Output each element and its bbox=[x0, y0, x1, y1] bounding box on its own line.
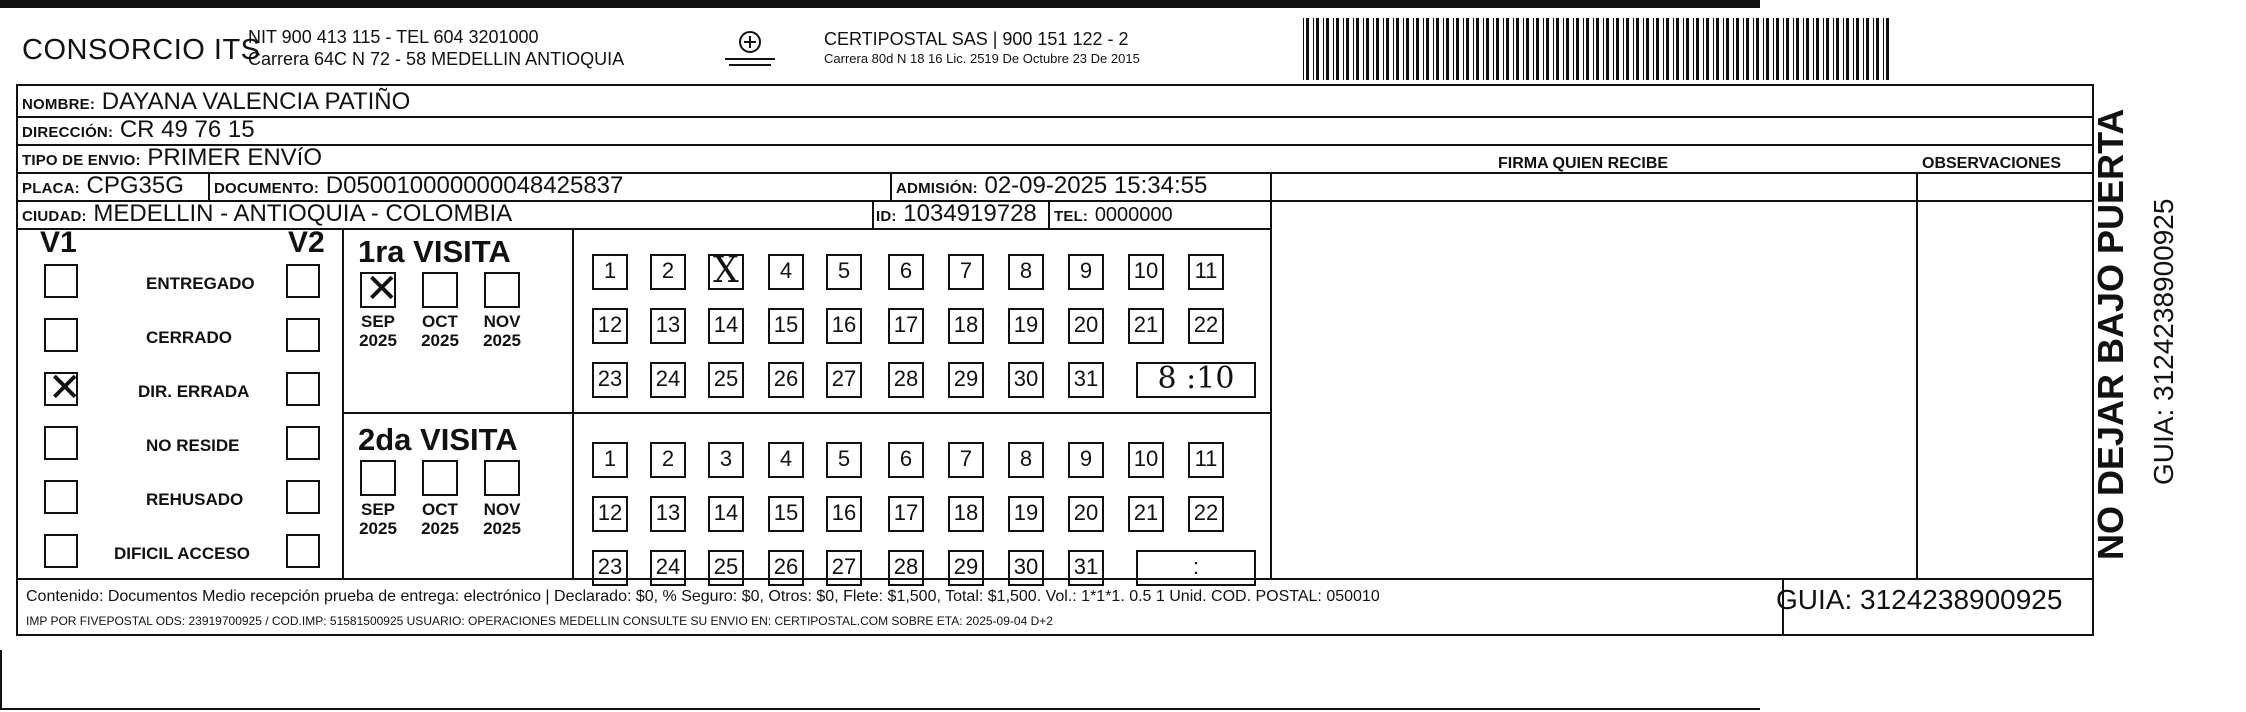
day-box[interactable]: 25 bbox=[708, 550, 744, 586]
barcode-bar bbox=[1583, 18, 1584, 80]
day-box[interactable]: 4 bbox=[768, 254, 804, 290]
barcode-bar bbox=[1656, 18, 1659, 80]
barcode-bar bbox=[1866, 18, 1869, 80]
barcode-bar bbox=[1523, 18, 1524, 80]
barcode-bar bbox=[1823, 18, 1824, 80]
barcode-bar bbox=[1546, 18, 1549, 80]
month-checkbox[interactable] bbox=[360, 267, 399, 311]
time-box[interactable]: : bbox=[1136, 550, 1256, 586]
admision-label: ADMISIÓN: bbox=[896, 180, 978, 197]
nit-line: NIT 900 413 115 - TEL 604 3201000 bbox=[248, 27, 539, 47]
company-info bbox=[248, 26, 624, 70]
day-box[interactable]: 14 bbox=[708, 496, 744, 532]
barcode-bar bbox=[1326, 18, 1329, 80]
day-box[interactable]: 17 bbox=[888, 496, 924, 532]
barcode-bar bbox=[1576, 18, 1579, 80]
day-box[interactable]: 26 bbox=[768, 550, 804, 586]
certipostal-logo-icon bbox=[705, 28, 795, 72]
placa-field bbox=[22, 173, 184, 202]
barcode-bar bbox=[1683, 18, 1684, 80]
barcode-bar bbox=[1383, 18, 1384, 80]
month-name: OCT bbox=[422, 500, 458, 519]
form-frame bbox=[16, 84, 2094, 636]
barcode-bar bbox=[1606, 18, 1609, 80]
barcode-bar bbox=[1663, 18, 1664, 80]
barcode-bar bbox=[1456, 18, 1459, 80]
day-box[interactable]: 11 bbox=[1188, 254, 1224, 290]
barcode-bar bbox=[1316, 18, 1319, 80]
tipo-envio-value: PRIMER ENVíO bbox=[147, 144, 323, 171]
direccion-label: DIRECCIÓN: bbox=[22, 124, 114, 141]
month-year: 2025 bbox=[359, 519, 397, 538]
barcode-bar bbox=[1816, 18, 1819, 80]
day-box[interactable]: 19 bbox=[1008, 496, 1044, 532]
barcode-bar bbox=[1426, 18, 1429, 80]
barcode-bar bbox=[1593, 18, 1594, 80]
barcode-bar bbox=[1366, 18, 1369, 80]
barcode-bar bbox=[1363, 18, 1364, 80]
barcode-bar bbox=[1803, 18, 1804, 80]
month-year: 2025 bbox=[483, 331, 521, 350]
barcode-bar bbox=[1343, 18, 1344, 80]
company-name: CONSORCIO ITS bbox=[22, 34, 261, 66]
day-box[interactable]: 21 bbox=[1128, 496, 1164, 532]
direccion-value: CR 49 76 15 bbox=[119, 116, 255, 143]
month-checkbox[interactable] bbox=[360, 460, 396, 496]
barcode-bar bbox=[1773, 18, 1774, 80]
status-label: NO RESIDE bbox=[146, 436, 240, 455]
day-box[interactable]: 18 bbox=[948, 496, 984, 532]
barcode-bar bbox=[1796, 18, 1799, 80]
day-box[interactable]: 2 bbox=[650, 442, 686, 478]
top-border-bar bbox=[0, 0, 1760, 8]
status-label: REHUSADO bbox=[146, 490, 244, 509]
documento-value: D050010000000048425837 bbox=[325, 172, 624, 199]
month-label bbox=[352, 312, 404, 350]
status-label: CERRADO bbox=[146, 328, 232, 347]
month-name: SEP bbox=[360, 500, 396, 519]
day-box[interactable]: 9 bbox=[1068, 254, 1104, 290]
day-box[interactable]: 22 bbox=[1188, 308, 1224, 344]
day-box[interactable]: 24 bbox=[650, 550, 686, 586]
barcode-bar bbox=[1553, 18, 1554, 80]
barcode-bar bbox=[1453, 18, 1454, 80]
day-box[interactable]: 20 bbox=[1068, 308, 1104, 344]
barcode-bar bbox=[1813, 18, 1814, 80]
rule bbox=[872, 200, 874, 228]
barcode-bar bbox=[1533, 18, 1534, 80]
barcode-bar bbox=[1726, 18, 1729, 80]
barcode-bar bbox=[1793, 18, 1794, 80]
month-name: NOV bbox=[483, 312, 521, 331]
day-box[interactable]: 16 bbox=[826, 308, 862, 344]
barcode-bar bbox=[1416, 18, 1419, 80]
barcode-bar bbox=[1613, 18, 1614, 80]
barcode-bar bbox=[1306, 18, 1309, 80]
barcode-bar bbox=[1603, 18, 1604, 80]
rule bbox=[1916, 172, 1918, 578]
barcode-bar bbox=[1703, 18, 1704, 80]
rule bbox=[1270, 172, 1272, 578]
barcode-bar bbox=[1783, 18, 1784, 80]
barcode-bar bbox=[1423, 18, 1424, 80]
day-box[interactable]: 7 bbox=[948, 254, 984, 290]
month-label bbox=[414, 500, 466, 538]
tel-value: 0000000 bbox=[1094, 204, 1173, 226]
day-box[interactable]: 29 bbox=[948, 362, 984, 398]
barcode-bar bbox=[1883, 18, 1884, 80]
check-mark-icon: ✕ bbox=[48, 366, 82, 410]
barcode-bar bbox=[1713, 18, 1714, 80]
id-label: ID: bbox=[876, 208, 897, 225]
day-box[interactable]: 13 bbox=[650, 308, 686, 344]
barcode-bar bbox=[1856, 18, 1859, 80]
day-box[interactable]: 10 bbox=[1128, 442, 1164, 478]
barcode-bar bbox=[1513, 18, 1514, 80]
month-label bbox=[476, 500, 528, 538]
barcode-bar bbox=[1873, 18, 1874, 80]
barcode-bar bbox=[1573, 18, 1574, 80]
month-name: NOV bbox=[483, 500, 521, 519]
day-box[interactable]: 3 bbox=[708, 442, 744, 478]
barcode-graphic bbox=[1303, 18, 1893, 80]
barcode-bar bbox=[1466, 18, 1469, 80]
day-box[interactable]: 19 bbox=[1008, 308, 1044, 344]
barcode-bar bbox=[1353, 18, 1354, 80]
barcode-bar bbox=[1743, 18, 1744, 80]
barcode-bar bbox=[1446, 18, 1449, 80]
barcode-bar bbox=[1766, 18, 1769, 80]
status-label: ENTREGADO bbox=[146, 274, 255, 293]
barcode-bar bbox=[1846, 18, 1849, 80]
barcode-bar bbox=[1336, 18, 1339, 80]
v2-checkbox[interactable] bbox=[286, 534, 320, 568]
day-box[interactable]: 14 bbox=[708, 308, 744, 344]
rule bbox=[890, 172, 892, 200]
barcode-bar bbox=[1396, 18, 1399, 80]
barcode-bar bbox=[1653, 18, 1654, 80]
day-box[interactable]: 23 bbox=[592, 362, 628, 398]
barcode-bar bbox=[1733, 18, 1734, 80]
footer-imp-line: IMP POR FIVEPOSTAL ODS: 23919700925 / COD.IMP: 51581500925 USUARIO: OPERACIONES MEDELLIN CONSULTE SU ENVIO EN: CERTIPOSTAL.COM SOBRE ETA: 2025-09-04 D+2 bbox=[26, 614, 1053, 628]
nombre-value: DAYANA VALENCIA PATIÑO bbox=[101, 88, 411, 115]
v1-label: V1 bbox=[40, 226, 77, 259]
footer-content-line: Contenido: Documentos Medio recepción prueba de entrega: electrónico | Declarado: $0, % Seguro: $0, Otros: $0, Flete: $1,500, Total: $1,500. Vol.: 1*1*1. 0.5 1 Unid. COD. POSTAL: 050010 bbox=[26, 588, 1380, 605]
barcode-bar bbox=[1843, 18, 1844, 80]
day-box[interactable]: 30 bbox=[1008, 550, 1044, 586]
barcode-bar bbox=[1753, 18, 1754, 80]
direccion-field bbox=[22, 117, 255, 146]
day-box[interactable]: 26 bbox=[768, 362, 804, 398]
ciudad-label: CIUDAD: bbox=[22, 208, 87, 225]
barcode-bar bbox=[1716, 18, 1719, 80]
barcode-bar bbox=[1333, 18, 1334, 80]
barcode-bar bbox=[1763, 18, 1764, 80]
barcode-bar bbox=[1623, 18, 1624, 80]
day-box[interactable]: 22 bbox=[1188, 496, 1224, 532]
v1-checkbox[interactable] bbox=[44, 480, 78, 514]
day-box[interactable]: 13 bbox=[650, 496, 686, 532]
barcode-bar bbox=[1463, 18, 1464, 80]
barcode-bar bbox=[1643, 18, 1644, 80]
barcode-bar bbox=[1406, 18, 1409, 80]
month-checkbox[interactable] bbox=[422, 460, 458, 496]
barcode-bar bbox=[1543, 18, 1544, 80]
rule bbox=[1270, 200, 2092, 202]
month-name: SEP bbox=[360, 312, 396, 331]
day-box[interactable]: 12 bbox=[592, 496, 628, 532]
cert-line-2: Carrera 80d N 18 16 Lic. 2519 De Octubre 23 De 2015 bbox=[824, 51, 1140, 66]
barcode-bar bbox=[1706, 18, 1709, 80]
barcode-bar bbox=[1863, 18, 1864, 80]
barcode-bar bbox=[1836, 18, 1839, 80]
v1-checkbox[interactable] bbox=[44, 318, 78, 352]
no-dejar-bajo-puerta: NO DEJAR BAJO PUERTA bbox=[2090, 108, 2131, 560]
barcode-bar bbox=[1563, 18, 1564, 80]
rule bbox=[342, 228, 344, 578]
barcode-bar bbox=[1616, 18, 1619, 80]
day-box[interactable]: 5 bbox=[826, 442, 862, 478]
tel-field bbox=[1054, 201, 1173, 230]
barcode-bar bbox=[1776, 18, 1779, 80]
day-box[interactable]: 6 bbox=[888, 254, 924, 290]
barcode-bar bbox=[1346, 18, 1349, 80]
day-box[interactable]: 15 bbox=[768, 308, 804, 344]
day-box[interactable]: 30 bbox=[1008, 362, 1044, 398]
nombre-label: NOMBRE: bbox=[22, 96, 96, 113]
day-box[interactable]: 2 bbox=[650, 254, 686, 290]
barcode-bar bbox=[1403, 18, 1404, 80]
day-box[interactable]: 31 bbox=[1068, 550, 1104, 586]
day-box[interactable]: 4 bbox=[768, 442, 804, 478]
tipo-envio-field bbox=[22, 145, 322, 174]
cert-line-1: CERTIPOSTAL SAS | 900 151 122 - 2 bbox=[824, 29, 1129, 49]
ciudad-value: MEDELLIN - ANTIOQUIA - COLOMBIA bbox=[93, 200, 513, 227]
barcode-bar bbox=[1666, 18, 1669, 80]
day-box[interactable]: 8 bbox=[1008, 254, 1044, 290]
day-box[interactable]: 27 bbox=[826, 550, 862, 586]
documento-field bbox=[214, 173, 623, 202]
v2-checkbox[interactable] bbox=[286, 318, 320, 352]
nombre-field bbox=[22, 89, 410, 118]
rule bbox=[18, 578, 2092, 580]
barcode-bar bbox=[1356, 18, 1359, 80]
v1-checkbox[interactable] bbox=[44, 534, 78, 568]
v1-checkbox[interactable] bbox=[44, 264, 78, 298]
day-box[interactable]: 27 bbox=[826, 362, 862, 398]
day-box[interactable]: 15 bbox=[768, 496, 804, 532]
barcode-bar bbox=[1433, 18, 1434, 80]
barcode-bar bbox=[1636, 18, 1639, 80]
day-box[interactable]: 18 bbox=[948, 308, 984, 344]
barcode-bar bbox=[1436, 18, 1439, 80]
day-box[interactable]: 28 bbox=[888, 362, 924, 398]
barcode-bar bbox=[1393, 18, 1394, 80]
day-box[interactable]: 6 bbox=[888, 442, 924, 478]
barcode-bar bbox=[1473, 18, 1474, 80]
day-box[interactable]: 10 bbox=[1128, 254, 1164, 290]
second-visit-label: 2da VISITA bbox=[358, 422, 518, 457]
barcode-bar bbox=[1676, 18, 1679, 80]
barcode-bar bbox=[1646, 18, 1649, 80]
v2-checkbox[interactable] bbox=[286, 426, 320, 460]
address-line: Carrera 64C N 72 - 58 MEDELLIN ANTIOQUIA bbox=[248, 49, 625, 69]
placa-value: CPG35G bbox=[86, 172, 184, 199]
day-box[interactable]: 24 bbox=[650, 362, 686, 398]
day-box[interactable]: 20 bbox=[1068, 496, 1104, 532]
day-box[interactable]: 7 bbox=[948, 442, 984, 478]
tel-label: TEL: bbox=[1054, 208, 1089, 225]
barcode-bar bbox=[1686, 18, 1689, 80]
barcode-bar bbox=[1833, 18, 1834, 80]
day-box[interactable]: 9 bbox=[1068, 442, 1104, 478]
time-box[interactable]: 8 :10 bbox=[1136, 362, 1256, 398]
month-checkbox[interactable] bbox=[484, 272, 520, 308]
day-box[interactable]: 16 bbox=[826, 496, 862, 532]
guia-number: GUIA: 3124238900925 bbox=[1776, 584, 2063, 615]
observaciones-label: OBSERVACIONES bbox=[1922, 155, 2061, 172]
v2-checkbox[interactable] bbox=[286, 264, 320, 298]
rule bbox=[572, 228, 574, 578]
v2-checkbox[interactable] bbox=[286, 372, 320, 406]
barcode-bar bbox=[1626, 18, 1629, 80]
barcode-bar bbox=[1376, 18, 1379, 80]
barcode-bar bbox=[1736, 18, 1739, 80]
v1-checkbox[interactable] bbox=[44, 366, 82, 410]
barcode-bar bbox=[1496, 18, 1499, 80]
v2-label: V2 bbox=[288, 226, 325, 259]
barcode-bar bbox=[1483, 18, 1484, 80]
barcode-bar bbox=[1586, 18, 1589, 80]
tipo-envio-label: TIPO DE ENVIO: bbox=[22, 152, 141, 169]
barcode-bar bbox=[1526, 18, 1529, 80]
month-label bbox=[352, 500, 404, 538]
day-box[interactable]: 21 bbox=[1128, 308, 1164, 344]
barcode-bar bbox=[1693, 18, 1694, 80]
id-value: 1034919728 bbox=[903, 200, 1037, 227]
barcode-bar bbox=[1853, 18, 1854, 80]
month-label bbox=[476, 312, 528, 350]
day-box[interactable]: 17 bbox=[888, 308, 924, 344]
barcode-bar bbox=[1696, 18, 1699, 80]
barcode-bar bbox=[1723, 18, 1724, 80]
month-checkbox[interactable] bbox=[484, 460, 520, 496]
barcode-bar bbox=[1826, 18, 1829, 80]
barcode-bar bbox=[1876, 18, 1879, 80]
documento-label: DOCUMENTO: bbox=[214, 180, 320, 197]
rule bbox=[18, 144, 2092, 146]
barcode-bar bbox=[1486, 18, 1489, 80]
month-year: 2025 bbox=[421, 519, 459, 538]
day-box[interactable]: 23 bbox=[592, 550, 628, 586]
barcode-bar bbox=[1556, 18, 1559, 80]
barcode-bar bbox=[1313, 18, 1314, 80]
ciudad-field bbox=[22, 201, 512, 230]
rule bbox=[1048, 200, 1050, 228]
firma-header bbox=[1498, 148, 1668, 177]
day-box[interactable]: 29 bbox=[948, 550, 984, 586]
v2-checkbox[interactable] bbox=[286, 480, 320, 514]
day-box[interactable]: 1 bbox=[592, 254, 628, 290]
barcode-bar bbox=[1786, 18, 1789, 80]
guia-vertical: GUIA: 3124238900925 bbox=[2148, 198, 2179, 485]
day-box[interactable]: 1 bbox=[592, 442, 628, 478]
barcode-bar bbox=[1886, 18, 1889, 80]
day-box[interactable]: X bbox=[708, 254, 744, 290]
month-checkbox[interactable] bbox=[422, 272, 458, 308]
day-box[interactable]: 25 bbox=[708, 362, 744, 398]
barcode-bar bbox=[1756, 18, 1759, 80]
barcode-bar bbox=[1566, 18, 1569, 80]
admision-field bbox=[896, 173, 1207, 202]
barcode-bar bbox=[1673, 18, 1674, 80]
admision-value: 02-09-2025 15:34:55 bbox=[984, 172, 1208, 199]
barcode-bar bbox=[1493, 18, 1494, 80]
certipostal-info bbox=[824, 28, 1140, 68]
day-box[interactable]: 11 bbox=[1188, 442, 1224, 478]
barcode-bar bbox=[1516, 18, 1519, 80]
day-box[interactable]: 12 bbox=[592, 308, 628, 344]
barcode-bar bbox=[1303, 18, 1304, 80]
barcode-bar bbox=[1476, 18, 1479, 80]
barcode-bar bbox=[1596, 18, 1599, 80]
v1-checkbox[interactable] bbox=[44, 426, 78, 460]
barcode-bar bbox=[1413, 18, 1414, 80]
status-label: DIR. ERRADA bbox=[138, 382, 250, 401]
status-label: DIFICIL ACCESO bbox=[114, 544, 251, 563]
day-box[interactable]: 5 bbox=[826, 254, 862, 290]
month-label bbox=[414, 312, 466, 350]
bottom-border bbox=[0, 708, 1760, 710]
id-field bbox=[876, 201, 1037, 230]
barcode-bar bbox=[1443, 18, 1444, 80]
placa-label: PLACA: bbox=[22, 180, 80, 197]
rule bbox=[208, 172, 210, 200]
month-year: 2025 bbox=[483, 519, 521, 538]
first-visit-label: 1ra VISITA bbox=[358, 234, 511, 269]
left-border bbox=[0, 650, 2, 710]
firma-label: FIRMA QUIEN RECIBE bbox=[1498, 155, 1669, 172]
barcode-bar bbox=[1386, 18, 1389, 80]
rule bbox=[342, 412, 1270, 414]
barcode-bar bbox=[1323, 18, 1324, 80]
barcode-bar bbox=[1746, 18, 1749, 80]
day-box[interactable]: 8 bbox=[1008, 442, 1044, 478]
barcode-bar bbox=[1506, 18, 1509, 80]
month-name: OCT bbox=[422, 312, 458, 331]
month-year: 2025 bbox=[359, 331, 397, 350]
barcode-bar bbox=[1503, 18, 1504, 80]
day-box[interactable]: 31 bbox=[1068, 362, 1104, 398]
day-box[interactable]: 28 bbox=[888, 550, 924, 586]
month-year: 2025 bbox=[421, 331, 459, 350]
barcode-bar bbox=[1806, 18, 1809, 80]
barcode-bar bbox=[1373, 18, 1374, 80]
barcode-bar bbox=[1536, 18, 1539, 80]
observaciones-header bbox=[1922, 148, 2061, 177]
barcode-bar bbox=[1633, 18, 1634, 80]
check-mark-icon: ✕ bbox=[365, 267, 399, 311]
